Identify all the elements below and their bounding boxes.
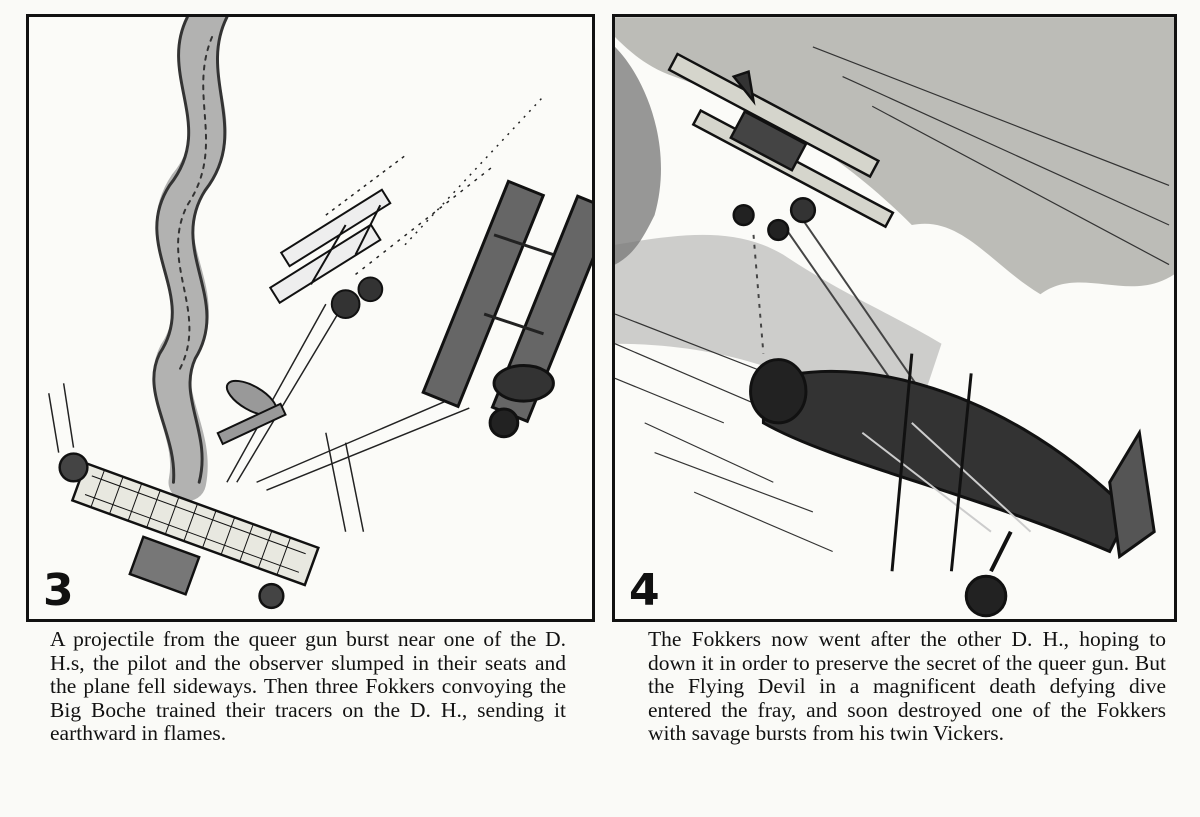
smoke-column bbox=[154, 17, 227, 482]
panel-number: 3 bbox=[43, 565, 74, 616]
fokker-biplane-right bbox=[423, 181, 592, 436]
flying-devil-biplane bbox=[751, 354, 1155, 616]
comic-panel-4 bbox=[612, 14, 1177, 622]
fokker-biplane-middle bbox=[270, 190, 390, 318]
panel-4-illustration bbox=[615, 17, 1174, 619]
panel-number: 4 bbox=[629, 565, 660, 616]
panel-4-caption: The Fokkers now went after the other D. H., hoping to down it in order to preserve the secret of the queer gun. But the Flying Devil in a magnificent death defying dive entered the fray, and soon destroyed one of the Fokkers with savage bursts from his twin Vickers. bbox=[648, 627, 1166, 745]
panel-3-caption: A projectile from the queer gun burst near one of the D. H.s, the pilot and the observer slumped in their seats and the plane fell sideways. Then three Fokkers convoying the Big Boche trained their tracers on the D. H., sending it earthward in flames. bbox=[50, 627, 566, 745]
fokker-biplane-lower bbox=[218, 374, 286, 444]
panel-3-illustration bbox=[29, 17, 592, 619]
comic-panel-3 bbox=[26, 14, 595, 622]
